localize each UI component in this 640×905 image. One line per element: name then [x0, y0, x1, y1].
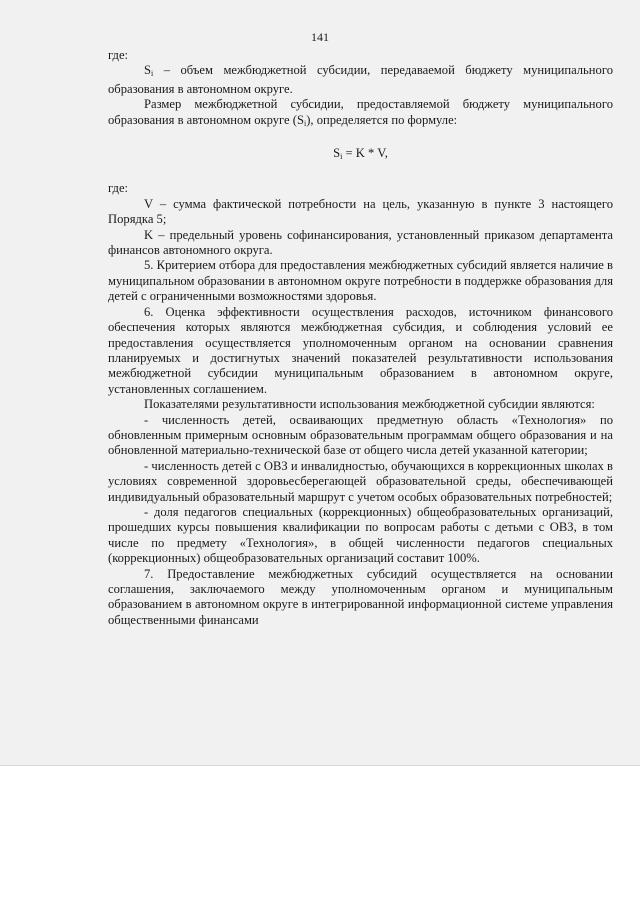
indicator-3: - доля педагогов специальных (коррекционных) общеобразовательных организаций, прошедших курсы повышения квалификации по вопросам работы с детьми с ОВЗ, в том числе по предмету «Технология», в общей численности педагогов специальных (коррекционных) общеобразовательных организаций составит 100%.	[108, 504, 613, 566]
size-text: Размер межбюджетной субсидии, предоставляемой бюджету муниципального образования в автономном округе (S	[108, 97, 613, 127]
indicator-1: - численность детей, осваивающих предметную область «Технология» по обновленным примерным основным образовательным программам общего образования и на обновленной материально-технической базе от общего числа детей указанной категории;	[108, 412, 613, 458]
definition-k: K – предельный уровень софинансирования, установленный приказом департамента финансов автономного округа.	[108, 227, 613, 258]
si-definition-text: – объем межбюджетной субсидии, передаваемой бюджету муниципального образования в автономном округе.	[108, 63, 613, 96]
definition-v: V – сумма фактической потребности на цель, указанную в пункте 3 настоящего Порядка 5;	[108, 196, 613, 227]
page-number: 141	[311, 30, 329, 44]
size-text-end: ), определяется по формуле:	[306, 112, 458, 127]
size-subscript: i	[304, 118, 307, 128]
si-subscript: i	[151, 69, 154, 79]
paragraph-item-5: 5. Критерием отбора для предоставления межбюджетных субсидий является наличие в муниципальном образовании в автономном округе потребности в поддержке образования для детей с ограниченными возможностями здоровья.	[108, 258, 613, 304]
where-label-2: где:	[108, 181, 129, 196]
subsidy-size-paragraph	[108, 97, 613, 131]
indicator-2: - численность детей с ОВЗ и инвалидностью, обучающихся в коррекционных школах в условиях современной здоровьесберегающей образовательной среды, обеспечивающей индивидуальный образовательный маршрут с учетом особых образовательных потребностей;	[108, 458, 613, 504]
paragraph-item-7: 7. Предоставление межбюджетных субсидий осуществляется на основании соглашения, заключаемого между уполномоченным органом и муниципальным образованием в автономном округе в интегрированной информационной системе управления общественными финансами	[108, 566, 613, 627]
formula	[108, 146, 613, 164]
document-body	[108, 48, 613, 628]
definition-si	[108, 63, 613, 97]
paragraph-item-6: 6. Оценка эффективности осуществления расходов, источником финансового обеспечения которых являются межбюджетная субсидия, и соблюдения условий ее предоставления осуществляется уполномоченным органом на основании сравнения планируемых и достигнутых значений показателей результативности использования межбюджетной субсидии муниципальным образованием в автономном округе, установленных соглашением.	[108, 304, 613, 396]
indicators-intro: Показателями результативности использования межбюджетной субсидии являются:	[144, 397, 595, 412]
formula-rest: = K * V,	[342, 146, 388, 161]
si-symbol: S	[144, 63, 152, 78]
formula-s: S	[333, 146, 341, 161]
formula-subscript: i	[340, 152, 343, 162]
where-label-1: где:	[108, 48, 129, 62]
